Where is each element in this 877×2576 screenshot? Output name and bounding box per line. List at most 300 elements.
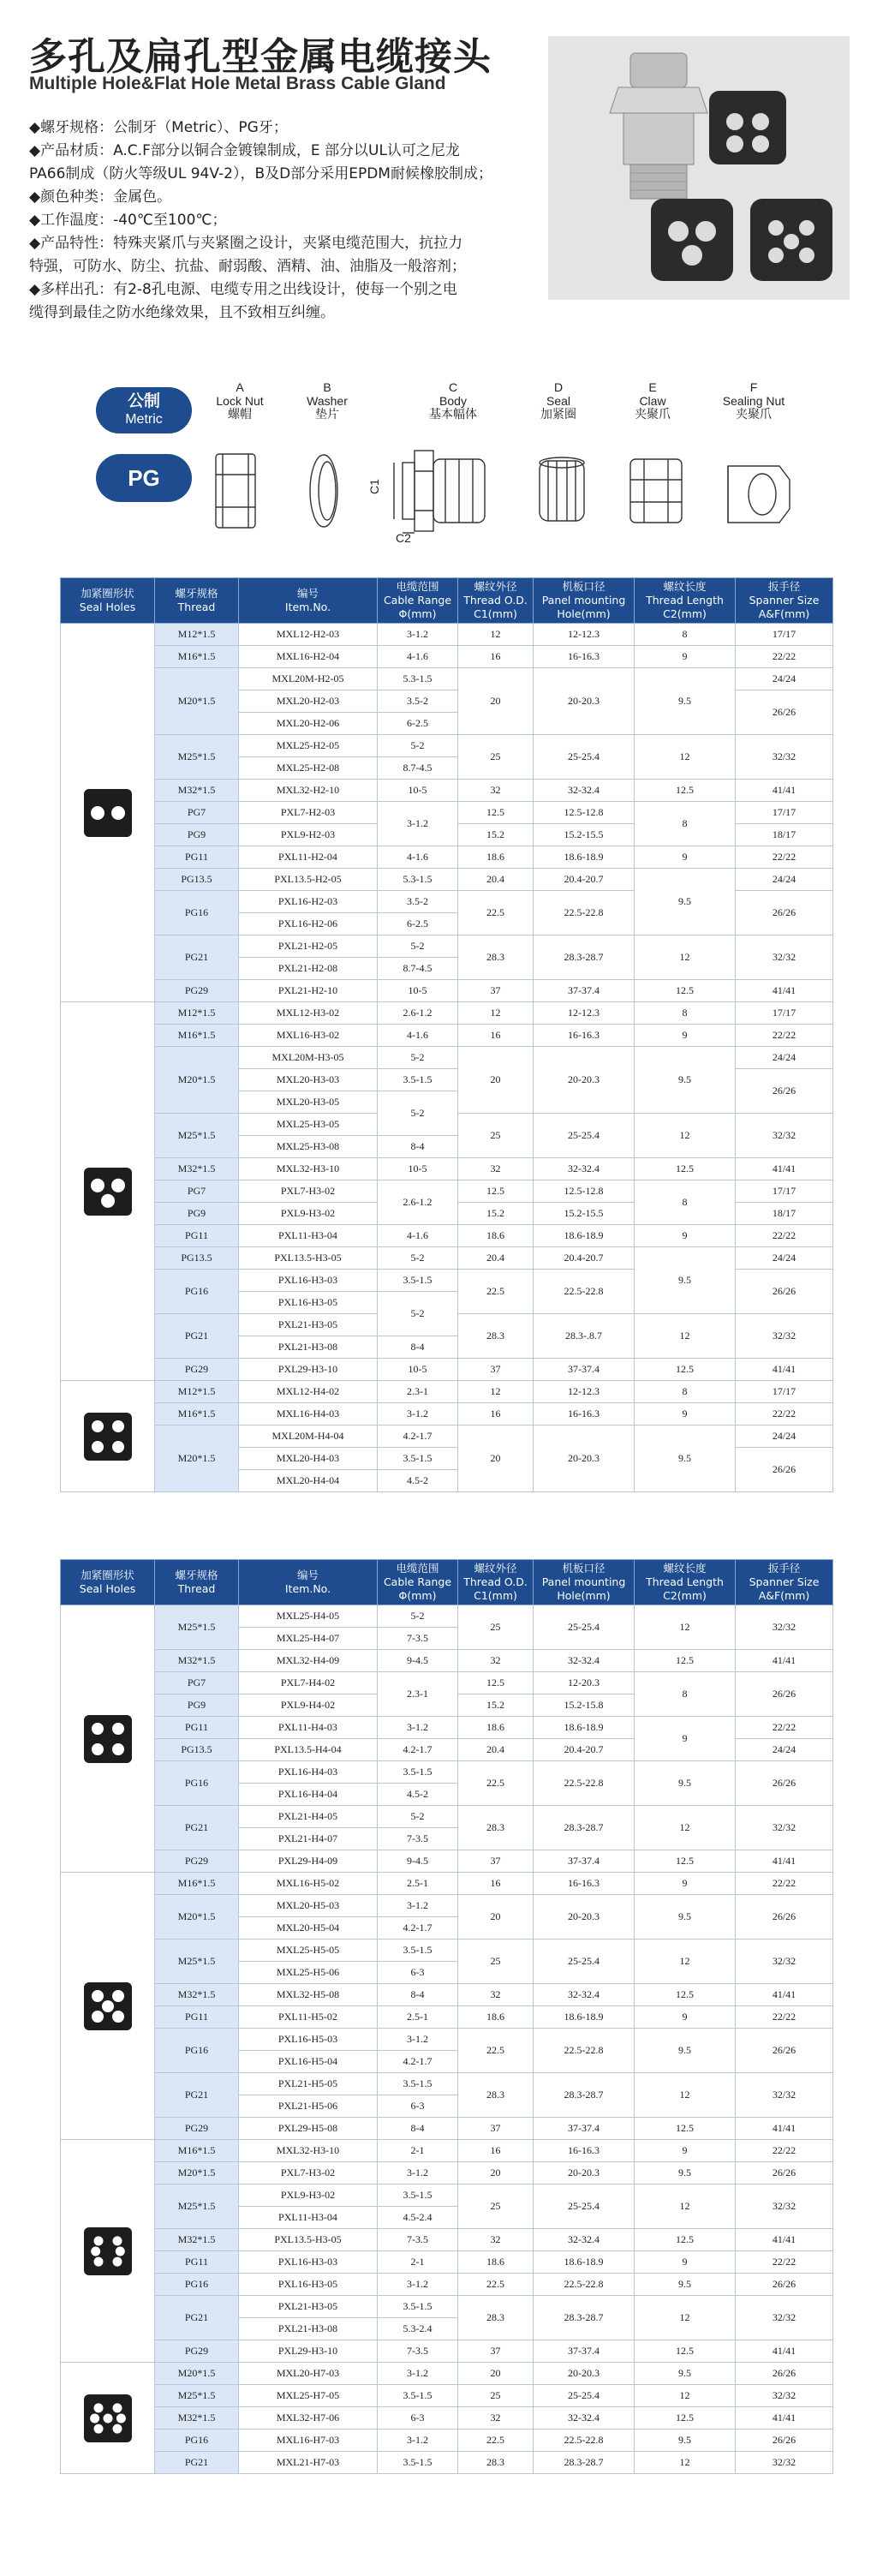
- item-no-cell: PXL7-H4-02: [239, 1672, 378, 1694]
- panel-hole-cell: 32-32.4: [534, 780, 635, 802]
- thread-cell: M16*1.5: [155, 1873, 239, 1895]
- thread-od-cell: 37: [458, 2340, 534, 2363]
- spanner-size-cell: 18/17: [736, 824, 833, 846]
- item-no-cell: PXL29-H3-10: [239, 2340, 378, 2363]
- pg-thread-badge: PG: [96, 454, 192, 502]
- item-no-cell: MXL25-H3-05: [239, 1114, 378, 1136]
- panel-hole-cell: 20.4-20.7: [534, 1739, 635, 1761]
- thread-cell: M20*1.5: [155, 1425, 239, 1492]
- panel-hole-cell: 25-25.4: [534, 1939, 635, 1984]
- thread-cell: PG9: [155, 824, 239, 846]
- item-no-cell: MXL25-H4-05: [239, 1605, 378, 1628]
- thread-od-cell: 12: [458, 1002, 534, 1025]
- table-row: [61, 1180, 833, 1203]
- table-row: [61, 2363, 833, 2385]
- thread-length-cell: 8: [635, 1002, 736, 1025]
- thread-length-cell: 12: [635, 1114, 736, 1158]
- thread-od-cell: 12.5: [458, 1180, 534, 1203]
- item-no-cell: MXL20-H4-03: [239, 1448, 378, 1470]
- claw-drawing: [630, 459, 682, 523]
- thread-cell: M32*1.5: [155, 2407, 239, 2430]
- thread-od-cell: 12: [458, 1381, 534, 1403]
- spanner-size-cell: 24/24: [736, 1425, 833, 1448]
- table-row: [61, 1650, 833, 1672]
- table-row: [61, 2274, 833, 2296]
- thread-length-cell: 9: [635, 1025, 736, 1047]
- table-row: [61, 780, 833, 802]
- panel-hole-cell: 25-25.4: [534, 1114, 635, 1158]
- spanner-size-cell: 18/17: [736, 1203, 833, 1225]
- panel-hole-cell: 20-20.3: [534, 2363, 635, 2385]
- cable-range-cell: 6-3: [378, 2407, 458, 2430]
- table-row: [61, 869, 833, 891]
- thread-length-cell: 9: [635, 1873, 736, 1895]
- spanner-size-cell: 41/41: [736, 1850, 833, 1873]
- table-row: [61, 2006, 833, 2029]
- thread-length-cell: 12: [635, 1605, 736, 1650]
- dim-c2-label: C2: [396, 531, 411, 545]
- thread-cell: M25*1.5: [155, 2385, 239, 2407]
- item-no-cell: PXL11-H3-04: [239, 1225, 378, 1247]
- spanner-size-cell: 22/22: [736, 1873, 833, 1895]
- cable-range-cell: 2.5-1: [378, 1873, 458, 1895]
- col-item-no: 编号 Item.No.: [239, 578, 378, 624]
- item-no-cell: MXL16-H4-03: [239, 1403, 378, 1425]
- table-row: [61, 1225, 833, 1247]
- table-row: [61, 2140, 833, 2162]
- thread-od-cell: 37: [458, 2118, 534, 2140]
- table-row: [61, 1381, 833, 1403]
- panel-hole-cell: 22.5-22.8: [534, 1270, 635, 1314]
- item-no-cell: PXL9-H2-03: [239, 824, 378, 846]
- item-no-cell: MXL25-H7-05: [239, 2385, 378, 2407]
- item-no-cell: MXL25-H2-08: [239, 757, 378, 780]
- cable-range-cell: 3.5-1.5: [378, 2452, 458, 2474]
- item-no-cell: PXL16-H4-03: [239, 1761, 378, 1784]
- cable-range-cell: 4-1.6: [378, 646, 458, 668]
- cable-range-cell: 4-1.6: [378, 1025, 458, 1047]
- table-row: [61, 1025, 833, 1047]
- thread-od-cell: 15.2: [458, 1694, 534, 1717]
- item-no-cell: PXL21-H3-05: [239, 2296, 378, 2318]
- thread-cell: PG16: [155, 1270, 239, 1314]
- thread-length-cell: 8: [635, 1381, 736, 1403]
- panel-hole-cell: 28.3-.8.7: [534, 1314, 635, 1359]
- cable-range-cell: 5-2: [378, 1247, 458, 1270]
- col-spanner-size: 扳手径 Spanner Size A&F(mm): [736, 578, 833, 624]
- panel-hole-cell: 22.5-22.8: [534, 1761, 635, 1806]
- thread-cell: M16*1.5: [155, 1025, 239, 1047]
- panel-hole-cell: 12-12.3: [534, 1002, 635, 1025]
- thread-cell: PG29: [155, 1359, 239, 1381]
- item-no-cell: PXL7-H3-02: [239, 1180, 378, 1203]
- thread-cell: PG21: [155, 2452, 239, 2474]
- panel-hole-cell: 22.5-22.8: [534, 2274, 635, 2296]
- thread-length-cell: 12: [635, 2185, 736, 2229]
- page-title: 多孔及扁孔型金属电缆接头: [29, 35, 492, 79]
- panel-hole-cell: 37-37.4: [534, 1850, 635, 1873]
- cable-range-cell: 10-5: [378, 980, 458, 1002]
- spanner-size-cell: 41/41: [736, 1650, 833, 1672]
- cable-range-cell: 5-2: [378, 1047, 458, 1069]
- panel-hole-cell: 25-25.4: [534, 1605, 635, 1650]
- thread-cell: PG21: [155, 1806, 239, 1850]
- panel-hole-cell: 12-20.3: [534, 1672, 635, 1694]
- thread-length-cell: 12: [635, 935, 736, 980]
- part-label-c: C Body 基本幅体: [429, 380, 477, 421]
- thread-cell: M25*1.5: [155, 2185, 239, 2229]
- cable-range-cell: 5-2: [378, 935, 458, 958]
- thread-od-cell: 15.2: [458, 1203, 534, 1225]
- thread-length-cell: 12.5: [635, 1158, 736, 1180]
- cable-range-cell: 10-5: [378, 1158, 458, 1180]
- spanner-size-cell: 24/24: [736, 1047, 833, 1069]
- item-no-cell: PXL13.5-H3-05: [239, 2229, 378, 2251]
- thread-length-cell: 9.5: [635, 2162, 736, 2185]
- thread-length-cell: 12.5: [635, 780, 736, 802]
- spanner-size-cell: 32/32: [736, 1605, 833, 1650]
- thread-od-cell: 25: [458, 2385, 534, 2407]
- thread-cell: PG11: [155, 1717, 239, 1739]
- panel-hole-cell: 28.3-28.7: [534, 935, 635, 980]
- item-no-cell: PXL21-H2-08: [239, 958, 378, 980]
- item-no-cell: PXL21-H3-08: [239, 1336, 378, 1359]
- spanner-size-cell: 24/24: [736, 668, 833, 690]
- thread-cell: M32*1.5: [155, 780, 239, 802]
- item-no-cell: PXL16-H2-06: [239, 913, 378, 935]
- thread-od-cell: 16: [458, 2140, 534, 2162]
- thread-cell: PG11: [155, 846, 239, 869]
- thread-od-cell: 25: [458, 1605, 534, 1650]
- cable-range-cell: 3-1.2: [378, 2274, 458, 2296]
- panel-hole-cell: 20-20.3: [534, 1047, 635, 1114]
- thread-od-cell: 32: [458, 1158, 534, 1180]
- cable-range-cell: 5-2: [378, 1605, 458, 1628]
- spec-line: ◆工作温度：-40℃至100℃；: [29, 212, 227, 229]
- thread-cell: M12*1.5: [155, 624, 239, 646]
- cable-range-cell: 4.2-1.7: [378, 1917, 458, 1939]
- item-no-cell: MXL25-H5-05: [239, 1939, 378, 1962]
- spec-line: 缆得到最佳之防水绝缘效果，且不致相互纠缠。: [29, 304, 335, 321]
- spanner-size-cell: 26/26: [736, 1761, 833, 1806]
- spanner-size-cell: 22/22: [736, 846, 833, 869]
- cable-range-cell: 4-1.6: [378, 1225, 458, 1247]
- spanner-size-cell: 26/26: [736, 2029, 833, 2073]
- cable-range-cell: 3.5-1.5: [378, 1448, 458, 1470]
- item-no-cell: MXL20M-H2-05: [239, 668, 378, 690]
- spanner-size-cell: 22/22: [736, 2140, 833, 2162]
- cable-range-cell: 6-3: [378, 1962, 458, 1984]
- thread-cell: M25*1.5: [155, 735, 239, 780]
- thread-cell: M25*1.5: [155, 1605, 239, 1650]
- spanner-size-cell: 32/32: [736, 935, 833, 980]
- item-no-cell: PXL11-H5-02: [239, 2006, 378, 2029]
- thread-cell: PG11: [155, 2006, 239, 2029]
- thread-cell: M32*1.5: [155, 1650, 239, 1672]
- item-no-cell: MXL20-H2-03: [239, 690, 378, 713]
- thread-cell: M32*1.5: [155, 2229, 239, 2251]
- table-row: [61, 1895, 833, 1917]
- table-row: [61, 2229, 833, 2251]
- cable-range-cell: 3-1.2: [378, 2162, 458, 2185]
- item-no-cell: PXL21-H2-10: [239, 980, 378, 1002]
- thread-od-cell: 22.5: [458, 891, 534, 935]
- panel-hole-cell: 15.2-15.5: [534, 824, 635, 846]
- table-row: [61, 1850, 833, 1873]
- cable-range-cell: 2.3-1: [378, 1672, 458, 1717]
- body-drawing: [394, 451, 485, 533]
- panel-hole-cell: 32-32.4: [534, 1650, 635, 1672]
- thread-od-cell: 16: [458, 1873, 534, 1895]
- thread-length-cell: 9.5: [635, 2363, 736, 2385]
- table-row: [61, 2073, 833, 2095]
- spanner-size-cell: 32/32: [736, 735, 833, 780]
- thread-length-cell: 9.5: [635, 1761, 736, 1806]
- thread-cell: PG9: [155, 1694, 239, 1717]
- spanner-size-cell: 32/32: [736, 1314, 833, 1359]
- washer-drawing: [310, 455, 337, 527]
- seal-drawing: [540, 457, 584, 521]
- metric-cn-label: 公制: [127, 391, 160, 410]
- thread-od-cell: 18.6: [458, 2251, 534, 2274]
- cable-range-cell: 7-3.5: [378, 1828, 458, 1850]
- thread-cell: PG13.5: [155, 1739, 239, 1761]
- thread-cell: PG16: [155, 2029, 239, 2073]
- spanner-size-cell: 41/41: [736, 2118, 833, 2140]
- metric-en-label: Metric: [125, 412, 163, 427]
- panel-hole-cell: 20-20.3: [534, 2162, 635, 2185]
- spanner-size-cell: 32/32: [736, 2296, 833, 2340]
- spanner-size-cell: 32/32: [736, 1939, 833, 1984]
- table-row: [61, 668, 833, 690]
- panel-hole-cell: 22.5-22.8: [534, 2430, 635, 2452]
- thread-cell: M12*1.5: [155, 1002, 239, 1025]
- table-row: [61, 1359, 833, 1381]
- item-no-cell: PXL16-H3-03: [239, 1270, 378, 1292]
- cable-range-cell: 3-1.2: [378, 2363, 458, 2385]
- item-no-cell: MXL12-H3-02: [239, 1002, 378, 1025]
- spec-line: ◆颜色种类：金属色。: [29, 188, 172, 206]
- item-no-cell: MXL12-H2-03: [239, 624, 378, 646]
- thread-cell: M16*1.5: [155, 1403, 239, 1425]
- thread-cell: M20*1.5: [155, 668, 239, 735]
- panel-hole-cell: 16-16.3: [534, 1403, 635, 1425]
- table-row: [61, 2251, 833, 2274]
- cable-range-cell: 9-4.5: [378, 1850, 458, 1873]
- col-thread-length: 螺纹长度 Thread Length C2(mm): [635, 578, 736, 624]
- part-label-e: E Claw 夹聚爪: [635, 380, 671, 421]
- page-subtitle: Multiple Hole&Flat Hole Metal Brass Cable Gland: [29, 74, 446, 93]
- thread-od-cell: 22.5: [458, 2430, 534, 2452]
- thread-od-cell: 32: [458, 2229, 534, 2251]
- spanner-size-cell: 17/17: [736, 1002, 833, 1025]
- thread-cell: PG29: [155, 2118, 239, 2140]
- table-row: [61, 1873, 833, 1895]
- spec-line: ◆螺牙规格：公制牙（Metric）、PG牙；: [29, 119, 288, 136]
- table-row: [61, 624, 833, 646]
- cable-range-cell: 3.5-1.5: [378, 2073, 458, 2095]
- cable-range-cell: 2.3-1: [378, 1381, 458, 1403]
- thread-cell: M20*1.5: [155, 1047, 239, 1114]
- panel-hole-cell: 12-12.3: [534, 624, 635, 646]
- table-row: [61, 1672, 833, 1694]
- cable-range-cell: 8-4: [378, 2118, 458, 2140]
- panel-hole-cell: 16-16.3: [534, 2140, 635, 2162]
- spanner-size-cell: 41/41: [736, 1359, 833, 1381]
- panel-hole-cell: 25-25.4: [534, 735, 635, 780]
- panel-hole-cell: 18.6-18.9: [534, 1225, 635, 1247]
- seal-holes-cell: [61, 1002, 155, 1381]
- item-no-cell: MXL20-H5-04: [239, 1917, 378, 1939]
- thread-od-cell: 20: [458, 1047, 534, 1114]
- thread-length-cell: 12: [635, 735, 736, 780]
- table-row: [61, 646, 833, 668]
- thread-length-cell: 9.5: [635, 1895, 736, 1939]
- thread-cell: PG29: [155, 2340, 239, 2363]
- seal-holes-icon: [82, 2226, 134, 2277]
- table-row: [61, 1984, 833, 2006]
- table-row: [61, 2340, 833, 2363]
- spanner-size-cell: 41/41: [736, 2229, 833, 2251]
- panel-hole-cell: 37-37.4: [534, 1359, 635, 1381]
- thread-od-cell: 18.6: [458, 846, 534, 869]
- panel-hole-cell: 18.6-18.9: [534, 846, 635, 869]
- spanner-size-cell: 32/32: [736, 2073, 833, 2118]
- spanner-size-cell: 32/32: [736, 1806, 833, 1850]
- thread-od-cell: 16: [458, 1025, 534, 1047]
- cable-range-cell: 3.5-1.5: [378, 1939, 458, 1962]
- item-no-cell: MXL16-H5-02: [239, 1873, 378, 1895]
- item-no-cell: PXL13.5-H2-05: [239, 869, 378, 891]
- thread-cell: PG13.5: [155, 869, 239, 891]
- thread-od-cell: 20.4: [458, 869, 534, 891]
- cable-range-cell: 2.6-1.2: [378, 1180, 458, 1225]
- item-no-cell: PXL9-H4-02: [239, 1694, 378, 1717]
- parts-drawing: [197, 437, 814, 548]
- spanner-size-cell: 26/26: [736, 1069, 833, 1114]
- cable-range-cell: 5-2: [378, 735, 458, 757]
- col-thread: 螺牙规格 Thread: [155, 1560, 239, 1605]
- col-thread-od: 螺纹外径 Thread O.D. C1(mm): [458, 1560, 534, 1605]
- spanner-size-cell: 24/24: [736, 1247, 833, 1270]
- panel-hole-cell: 18.6-18.9: [534, 2006, 635, 2029]
- item-no-cell: PXL11-H2-04: [239, 846, 378, 869]
- thread-length-cell: 9: [635, 2140, 736, 2162]
- item-no-cell: PXL29-H4-09: [239, 1850, 378, 1873]
- thread-od-cell: 16: [458, 1403, 534, 1425]
- panel-hole-cell: 28.3-28.7: [534, 2452, 635, 2474]
- cable-range-cell: 3.5-2: [378, 891, 458, 913]
- thread-cell: PG21: [155, 2073, 239, 2118]
- thread-length-cell: 8: [635, 1180, 736, 1225]
- thread-cell: PG7: [155, 1672, 239, 1694]
- thread-length-cell: 12: [635, 1939, 736, 1984]
- spanner-size-cell: 32/32: [736, 1114, 833, 1158]
- thread-cell: PG7: [155, 802, 239, 824]
- item-no-cell: MXL20-H3-05: [239, 1091, 378, 1114]
- thread-length-cell: 9.5: [635, 1047, 736, 1114]
- col-cable-range: 电缆范围 Cable Range Φ(mm): [378, 578, 458, 624]
- thread-length-cell: 9: [635, 2006, 736, 2029]
- table-row: [61, 2118, 833, 2140]
- item-no-cell: MXL25-H3-08: [239, 1136, 378, 1158]
- item-no-cell: PXL21-H4-07: [239, 1828, 378, 1850]
- item-no-cell: MXL32-H5-08: [239, 1984, 378, 2006]
- spanner-size-cell: 26/26: [736, 1672, 833, 1717]
- panel-hole-cell: 16-16.3: [534, 1025, 635, 1047]
- item-no-cell: PXL13.5-H3-05: [239, 1247, 378, 1270]
- spanner-size-cell: 24/24: [736, 1739, 833, 1761]
- cable-range-cell: 10-5: [378, 1359, 458, 1381]
- thread-length-cell: 9: [635, 1225, 736, 1247]
- cable-range-cell: 5.3-1.5: [378, 869, 458, 891]
- item-no-cell: PXL16-H4-04: [239, 1784, 378, 1806]
- cable-range-cell: 3.5-1.5: [378, 1761, 458, 1784]
- item-no-cell: MXL20-H5-03: [239, 1895, 378, 1917]
- panel-hole-cell: 18.6-18.9: [534, 1717, 635, 1739]
- cable-range-cell: 6-2.5: [378, 713, 458, 735]
- spanner-size-cell: 26/26: [736, 1270, 833, 1314]
- cable-range-cell: 10-5: [378, 780, 458, 802]
- spanner-size-cell: 41/41: [736, 1984, 833, 2006]
- cable-range-cell: 4.2-1.7: [378, 1425, 458, 1448]
- item-no-cell: PXL16-H2-03: [239, 891, 378, 913]
- col-seal-holes: 加紧圈形状 Seal Holes: [61, 1560, 155, 1605]
- table-row: [61, 935, 833, 958]
- thread-length-cell: 9: [635, 846, 736, 869]
- thread-od-cell: 28.3: [458, 2296, 534, 2340]
- cable-range-cell: 3.5-1.5: [378, 2385, 458, 2407]
- cable-range-cell: 6-2.5: [378, 913, 458, 935]
- item-no-cell: PXL11-H3-04: [239, 2207, 378, 2229]
- item-no-cell: MXL20M-H3-05: [239, 1047, 378, 1069]
- seal-holes-cell: [61, 1381, 155, 1492]
- table-row: [61, 2162, 833, 2185]
- cable-range-cell: 2-1: [378, 2251, 458, 2274]
- item-no-cell: PXL21-H3-05: [239, 1314, 378, 1336]
- thread-length-cell: 9.5: [635, 2029, 736, 2073]
- thread-cell: M20*1.5: [155, 2162, 239, 2185]
- panel-hole-cell: 12.5-12.8: [534, 802, 635, 824]
- item-no-cell: PXL11-H4-03: [239, 1717, 378, 1739]
- thread-cell: PG7: [155, 1180, 239, 1203]
- panel-hole-cell: 20.4-20.7: [534, 869, 635, 891]
- panel-hole-cell: 37-37.4: [534, 2118, 635, 2140]
- cable-range-cell: 2.6-1.2: [378, 1002, 458, 1025]
- thread-cell: M20*1.5: [155, 1895, 239, 1939]
- item-no-cell: PXL21-H5-05: [239, 2073, 378, 2095]
- col-thread-length: 螺纹长度 Thread Length C2(mm): [635, 1560, 736, 1605]
- spec-line: 特强，可防水、防尘、抗盐、耐弱酸、酒精、油、油脂及一般溶剂；: [29, 258, 466, 275]
- dim-c1-label: C1: [367, 479, 381, 494]
- thread-od-cell: 22.5: [458, 1270, 534, 1314]
- thread-od-cell: 20: [458, 1895, 534, 1939]
- thread-length-cell: 12.5: [635, 2407, 736, 2430]
- item-no-cell: PXL16-H5-03: [239, 2029, 378, 2051]
- table-row: [61, 735, 833, 757]
- thread-length-cell: 9: [635, 646, 736, 668]
- item-no-cell: MXL20-H4-04: [239, 1470, 378, 1492]
- thread-length-cell: 12.5: [635, 1984, 736, 2006]
- panel-hole-cell: 12-12.3: [534, 1381, 635, 1403]
- cable-range-cell: 4.5-2: [378, 1784, 458, 1806]
- thread-cell: M25*1.5: [155, 1939, 239, 1984]
- panel-hole-cell: 32-32.4: [534, 2407, 635, 2430]
- thread-od-cell: 20: [458, 2162, 534, 2185]
- panel-hole-cell: 18.6-18.9: [534, 2251, 635, 2274]
- table-row: [61, 2185, 833, 2207]
- spanner-size-cell: 26/26: [736, 2274, 833, 2296]
